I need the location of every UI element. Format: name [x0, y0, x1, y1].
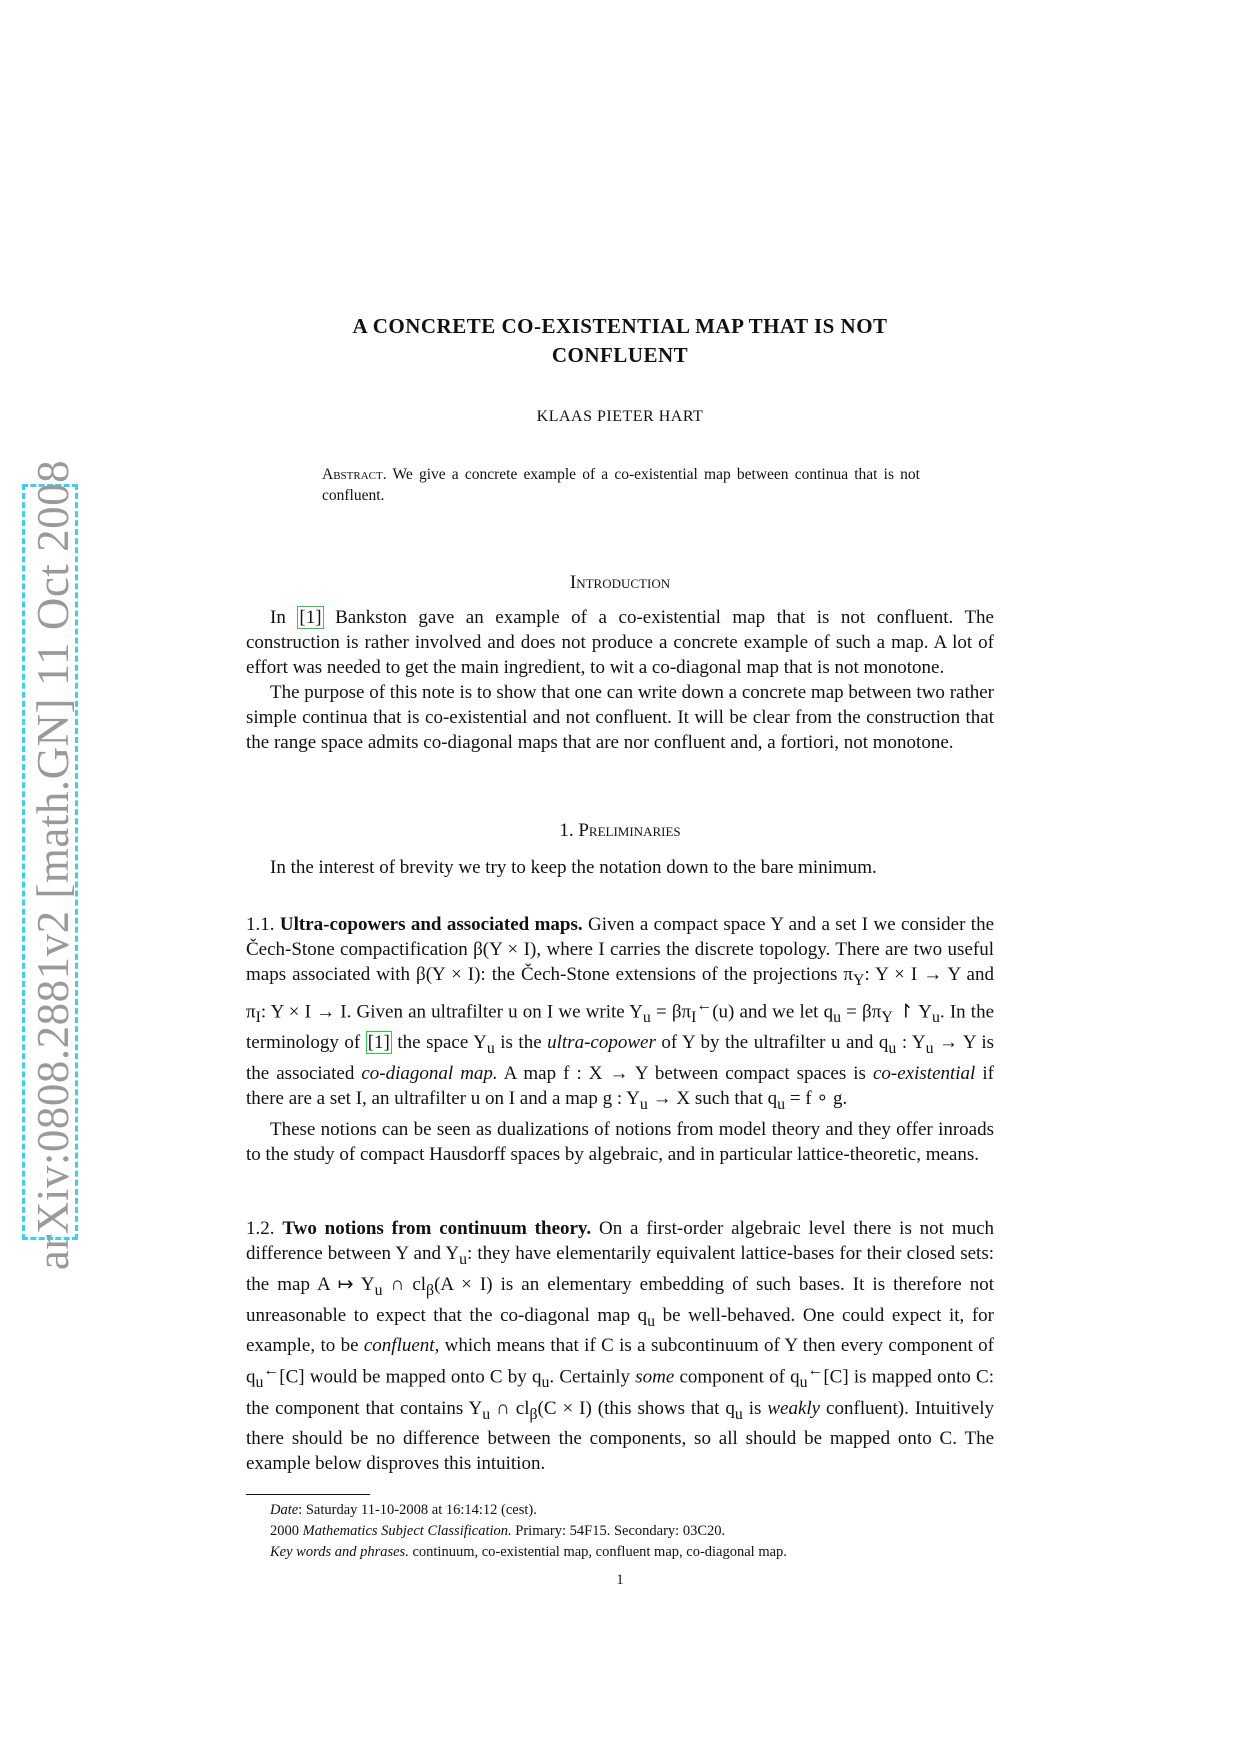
arxiv-stamp[interactable] [22, 459, 78, 1271]
s12-number: 1.2. [246, 1218, 275, 1239]
footnote-text: Primary: 54F15. Secondary: 03C20. [511, 1523, 726, 1539]
s11-paragraph-1: 1.1. Ultra-copowers and associated maps. Given a compact space Y and a set I we consider the Čech-Stone compactification β(Y × I), where I carries the discrete topology. There are two useful maps associated with β(Y × I): the Čech-Stone extensions of the projections $\pi_Y$: Y × I → Y and $\pi_I$: Y × I → I. Given an ultrafilter u on I we write $Y_u = \beta\pi_I^\leftarrow(u)$ and we let $q_u = \beta\pi_Y$ ↾ $Y_u$. In the terminology of [1] the space $Y_u$ is the ultra-copower of Y by the ultrafilter u and $q_u$ : $Y_u \to Y$ is the associated co-diagonal map. A map f : X → Y between compact spaces is co-existential if there are a set I, an ultrafilter u on I and a map g : $Y_u \to X$ such that $q_u = f$ ∘ g. [246, 914, 995, 1113]
s12-text: is [742, 1397, 768, 1419]
s12-text: . Certainly [549, 1366, 636, 1388]
s11-number: 1.1. [246, 914, 275, 935]
s12-paragraph: 1.2. Two notions from continuum theory. On a first-order algebraic level there is not much difference between Y and $Y_u$: they have elementarily equivalent lattice-bases for their closed sets: the map A ↦ $Y_u$ ∩ $cl_\beta(A \times I)$ is an elementary embedding of such bases. It is therefore not unreasonable to expect that the co-diagonal map $q_u$ be well-behaved. One could expect it, for example, to be confluent, which means that if C is a subcontinuum of Y then every component of $q_u^\leftarrow[C]$ would be mapped onto C by $q_u$. Certainly some component of $q_u^\leftarrow[C]$ is mapped onto C: the component that contains $Y_u$ ∩ $cl_\beta(C \times I)$ (this shows that $q_u$ is weakly confluent). Intuitively there should be no difference between the components, so all should be mapped onto C. The example below disproves this intuition. [246, 1218, 995, 1475]
s11-text: → Y is the associated [246, 1031, 995, 1084]
s11-text: = βπ [841, 1001, 882, 1023]
s11-text: . In the terminology of [246, 1001, 995, 1053]
intro-paragraph-1 [246, 605, 994, 680]
intro-paragraph-2: The purpose of this note is to show that one can write down a concrete map between two rather simple continua that is co-existential and not confluent. It will be clear from the construction that the range space admits co-diagonal maps that are nor confluent and, a fortiori, not monotone. [246, 682, 994, 753]
page-number: 1 [616, 1572, 624, 1588]
introduction-section [246, 570, 994, 755]
introduction-heading: Introduction [569, 572, 671, 593]
s12-emphasis: weakly [767, 1397, 821, 1419]
s11-text: → X such that q [647, 1087, 778, 1109]
footnotes [246, 1500, 994, 1563]
paper-title [280, 312, 960, 370]
s12-text: : they have elementarily equivalent lattice-bases for their closed sets: the map A ↦ Y [246, 1243, 994, 1295]
title-line-2: CONFLUENT [551, 343, 689, 367]
s11-paragraph-2: These notions can be seen as dualizations of notions from model theory and they offer inroads to the study of compact Hausdorff spaces by algebraic, and in particular lattice-theoretic, means. [246, 1118, 994, 1165]
s12-text: (C × I) (this shows that q [537, 1397, 735, 1419]
arxiv-identifier[interactable]: arXiv:0808.2881v2 [math.GN] 11 Oct 2008 [28, 459, 78, 1271]
s11-emphasis: ultra-copower [547, 1031, 656, 1053]
s11-text: ↾ Y [892, 1001, 932, 1023]
s12-text: ∩ cl [490, 1397, 530, 1419]
s11-text: (u) and we let q [712, 1001, 834, 1023]
s12-emphasis: some [635, 1366, 675, 1388]
s11-text: A map f : X → Y between compact spaces is [497, 1062, 873, 1084]
s11-emphasis: co-existential [872, 1062, 976, 1084]
abstract-text: We give a concrete example of a co-existential map between continua that is not confluent. [322, 466, 920, 504]
s11-text: : Y × I → I. Given an ultrafilter u on I we write Y [260, 1001, 643, 1023]
abstract [322, 464, 920, 506]
s11-text: if there are a set I, an ultrafilter u on I and a map g : Y [246, 1062, 994, 1109]
s11-text: = f ∘ g. [785, 1087, 848, 1109]
s11-text: : Y × I → Y and π [246, 964, 994, 1023]
section-1-1 [246, 912, 994, 1167]
citation-link[interactable]: [1] [299, 607, 322, 628]
s12-text: be well-behaved. One could expect it, for example, to be [246, 1304, 994, 1357]
footnote-rule [246, 1494, 370, 1495]
s12-emphasis: confluent [363, 1335, 435, 1357]
author-name: KLAAS PIETER HART [536, 408, 704, 425]
s12-text: [C] would be mapped onto C by q [279, 1366, 542, 1388]
footnote-label: Date [270, 1502, 299, 1518]
footnote-msc [246, 1521, 994, 1542]
citation-link[interactable]: [1] [367, 1031, 390, 1053]
s12-text: [C] is mapped onto C: the component that contains Y [246, 1366, 994, 1419]
footnote-text: continuum, co-existential map, confluent map, co-diagonal map. [408, 1544, 787, 1560]
s11-text: is the [494, 1031, 548, 1053]
footnote-label: Key words and phrases. [270, 1544, 409, 1560]
section-1-2 [246, 1216, 994, 1476]
s11-heading: Ultra-copowers and associated maps. [279, 914, 583, 935]
s11-text: the space Y [391, 1031, 487, 1053]
s12-text: On a first-order algebraic level there is not much difference between Y and Y [246, 1218, 995, 1264]
s11-emphasis: co-diagonal map. [361, 1062, 498, 1084]
s12-text: component of q [674, 1366, 800, 1388]
preliminaries-heading: 1. Preliminaries [559, 820, 681, 841]
s12-text: confluent). Intuitively there should be no difference between the components, so all should be mapped onto C. The example below disproves this intuition. [246, 1397, 994, 1475]
abstract-label: Abstract. [322, 466, 387, 483]
s11-text: of Y by the ultrafilter u and q [655, 1031, 889, 1053]
title-line-1: A CONCRETE CO-EXISTENTIAL MAP THAT IS NOT [352, 314, 888, 338]
footnote-keywords [246, 1542, 994, 1563]
intro-text-1: Bankston gave an example of a co-existential map that is not confluent. The construction is rather involved and does not produce a concrete example of such a map. A lot of effort was needed to get the main ingredient, to wit a co-diagonal map that is not monotone. [246, 607, 994, 678]
s12-text: ∩ cl [382, 1273, 427, 1295]
footnote-text: : Saturday 11-10-2008 at 16:14:12 (cest). [298, 1502, 537, 1518]
s11-text: Given a compact space Y and a set I we consider the Čech-Stone compactification β(Y × I), where I carries the discrete topology. There are two useful maps associated with β(Y × I): the Čech-Stone extensions of the projections π [246, 914, 995, 985]
footnote-text: 2000 [270, 1523, 303, 1539]
preliminaries-intro: In the interest of brevity we try to keep the notation down to the bare minimum. [270, 857, 877, 878]
s12-text: (A × I) is an elementary embedding of such bases. It is therefore not unreasonable to expect that the co-diagonal map q [246, 1273, 994, 1326]
footnote-date [246, 1500, 994, 1521]
s11-text: = βπ [650, 1001, 692, 1023]
footnote-label: Mathematics Subject Classification. [302, 1523, 512, 1539]
s12-heading: Two notions from continuum theory. [282, 1218, 592, 1239]
s11-text: : Y [896, 1031, 926, 1053]
s12-text: , which means that if C is a subcontinuum of Y then every component of q [246, 1335, 994, 1388]
intro-prefix: In [270, 607, 286, 628]
preliminaries-section [246, 818, 994, 880]
